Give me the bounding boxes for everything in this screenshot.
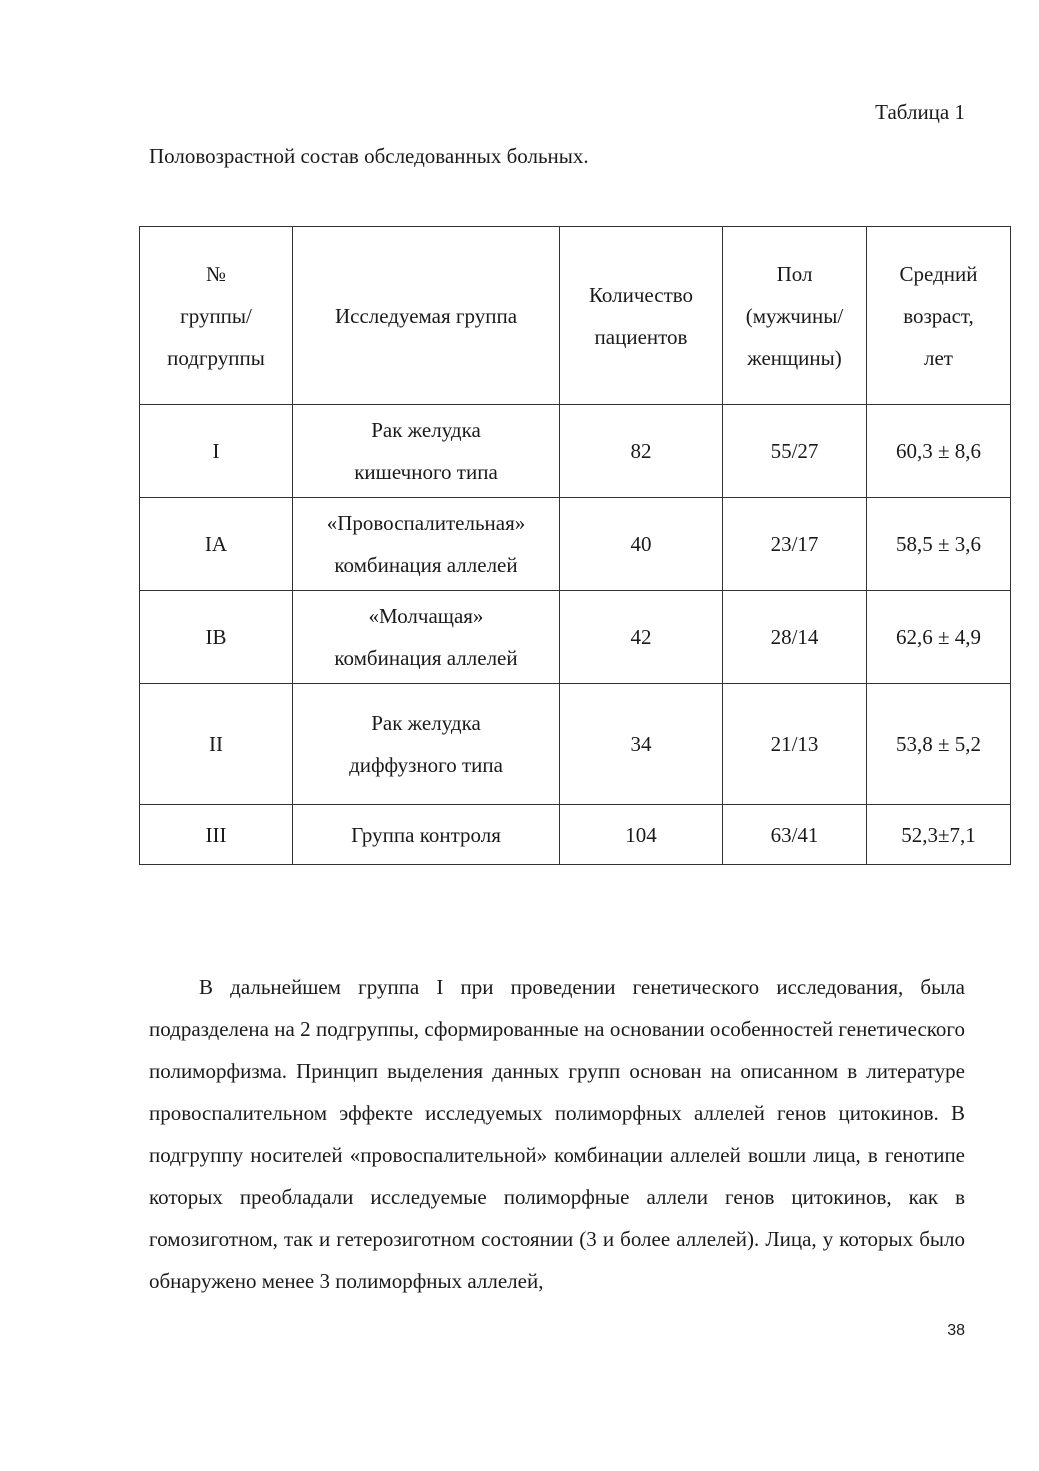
cell-patient-count: 40 — [560, 498, 723, 591]
cell-group-number: IA — [140, 498, 293, 591]
cell-sex: 63/41 — [723, 805, 867, 865]
cell-sex: 55/27 — [723, 405, 867, 498]
cell-group-number: III — [140, 805, 293, 865]
cell-sex: 21/13 — [723, 684, 867, 805]
cell-patient-count: 42 — [560, 591, 723, 684]
cell-patient-count: 104 — [560, 805, 723, 865]
cell-group-number: IB — [140, 591, 293, 684]
header-patient-count: Количество пациентов — [560, 227, 723, 405]
table-row — [140, 684, 1011, 805]
cell-mean-age: 52,3±7,1 — [867, 805, 1011, 865]
cell-sex: 28/14 — [723, 591, 867, 684]
table-header-row — [140, 227, 1011, 405]
cell-mean-age: 62,6 ± 4,9 — [867, 591, 1011, 684]
cell-group-number: I — [140, 405, 293, 498]
header-group-number: № группы/ подгруппы — [140, 227, 293, 405]
page-number: 38 — [947, 1322, 965, 1339]
cell-mean-age: 53,8 ± 5,2 — [867, 684, 1011, 805]
table-row — [140, 498, 1011, 591]
table-row — [140, 805, 1011, 865]
cell-patient-count: 82 — [560, 405, 723, 498]
table-title: Половозрастной состав обследованных больных. — [149, 144, 589, 168]
cell-study-group: «Провоспалительная» комбинация аллелей — [293, 498, 560, 591]
table-label: Таблица 1 — [875, 100, 965, 124]
cell-study-group: Рак желудка диффузного типа — [293, 684, 560, 805]
table-row — [140, 405, 1011, 498]
cell-sex: 23/17 — [723, 498, 867, 591]
body-paragraph: В дальнейшем группа I при проведении генетического исследования, была подразделена на 2 подгруппы, сформированные на основании особенностей генетического полиморфизма. Принцип выделения данных групп основан на описанном в литературе провоспалительном эффекте исследуемых полиморфных аллелей генов цитокинов. В подгруппу носителей «провоспалительной» комбинации аллелей вошли лица, в генотипе которых преобладали исследуемые полиморфные аллели генов цитокинов, как в гомозиготном, так и гетерозиготном состоянии (3 и более аллелей). Лица, у которых было обнаружено менее 3 полиморфных аллелей, — [149, 975, 965, 1293]
table-row — [140, 591, 1011, 684]
cell-mean-age: 60,3 ± 8,6 — [867, 405, 1011, 498]
cell-group-number: II — [140, 684, 293, 805]
header-mean-age: Средний возраст, лет — [867, 227, 1011, 405]
cell-study-group: Рак желудка кишечного типа — [293, 405, 560, 498]
cell-mean-age: 58,5 ± 3,6 — [867, 498, 1011, 591]
header-sex: Пол (мужчины/ женщины) — [723, 227, 867, 405]
header-study-group: Исследуемая группа — [293, 227, 560, 405]
data-table — [139, 226, 1011, 865]
cell-patient-count: 34 — [560, 684, 723, 805]
cell-study-group: «Молчащая» комбинация аллелей — [293, 591, 560, 684]
cell-study-group: Группа контроля — [293, 805, 560, 865]
